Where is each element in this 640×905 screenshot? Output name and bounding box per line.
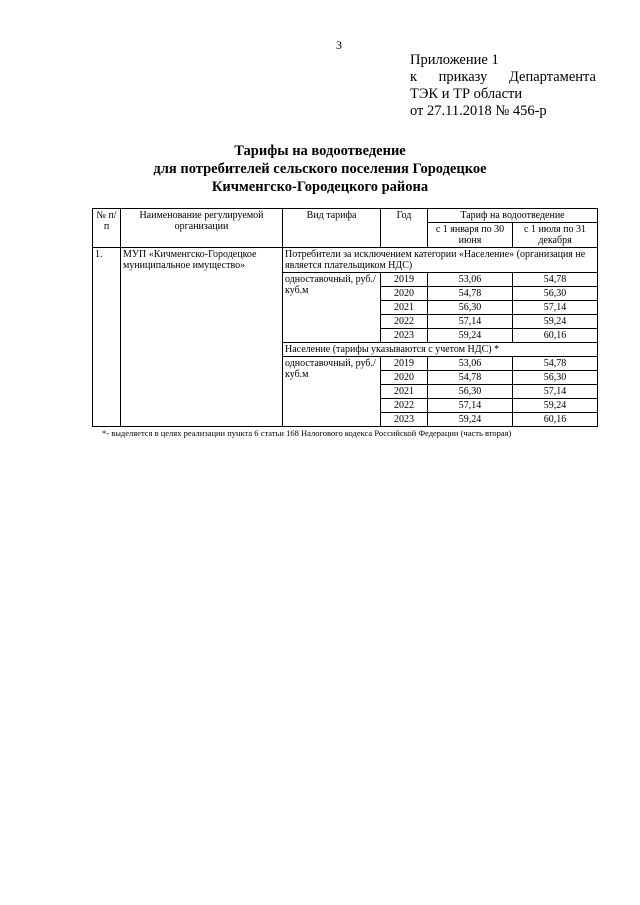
tariff-type: одноставочный, руб./куб.м: [283, 357, 381, 427]
tariff-h2-cell: 54,78: [513, 273, 598, 287]
year-cell: 2019: [381, 273, 428, 287]
tariff-h1-cell: 53,06: [428, 357, 513, 371]
header-year: Год: [381, 209, 428, 248]
tariff-h2-cell: 56,30: [513, 371, 598, 385]
tariff-h1-cell: 54,78: [428, 287, 513, 301]
appendix-word: к: [410, 69, 418, 85]
tariff-type: одноставочный, руб./куб.м: [283, 273, 381, 343]
tariff-h1-cell: 59,24: [428, 413, 513, 427]
tariff-h2-cell: 54,78: [513, 357, 598, 371]
tariff-h2-cell: 57,14: [513, 385, 598, 399]
tariff-h2-cell: 59,24: [513, 315, 598, 329]
year-cell: 2023: [381, 413, 428, 427]
appendix-word: Департамента: [508, 69, 596, 85]
tariff-h1-cell: 53,06: [428, 273, 513, 287]
page-number: 3: [336, 38, 342, 52]
appendix-block: [410, 52, 596, 120]
title-line-1: Тарифы на водоотведение: [234, 143, 406, 159]
tariff-h2-cell: 60,16: [513, 413, 598, 427]
footnote: *- выделяется в целях реализации пункта 6 статьи 168 Налогового кодекса Российской Федерации (часть вторая): [102, 428, 512, 438]
header-type: Вид тарифа: [283, 209, 381, 248]
tariff-h1-cell: 59,24: [428, 329, 513, 343]
year-cell: 2021: [381, 385, 428, 399]
title-line-2: для потребителей сельского поселения Городецкое: [153, 161, 487, 177]
tariff-table: [92, 208, 598, 427]
title-line-3: Кичменгско-Городецкого района: [211, 179, 429, 195]
appendix-line-3: ТЭК и ТР области: [410, 86, 523, 102]
year-cell: 2020: [381, 371, 428, 385]
org-name: МУП «Кичменгско-Городецкое муниципальное имущество»: [121, 248, 283, 427]
group-label: Потребители за исключением категории «Население» (организация не является плательщиком НДС): [283, 248, 598, 273]
row-number: 1.: [93, 248, 121, 427]
table-header-row: [93, 209, 598, 223]
header-period-1: с 1 января по 30 июня: [428, 223, 513, 248]
header-period-2: с 1 июля по 31 декабря: [513, 223, 598, 248]
header-tariff: Тариф на водоотведение: [428, 209, 598, 223]
year-cell: 2020: [381, 287, 428, 301]
tariff-h1-cell: 56,30: [428, 385, 513, 399]
tariff-h2-cell: 57,14: [513, 301, 598, 315]
year-cell: 2022: [381, 399, 428, 413]
header-org: Наименование регулируемой организации: [121, 209, 283, 248]
appendix-word: приказу: [438, 69, 488, 85]
tariff-h1-cell: 57,14: [428, 399, 513, 413]
year-cell: 2019: [381, 357, 428, 371]
year-cell: 2023: [381, 329, 428, 343]
year-cell: 2021: [381, 301, 428, 315]
group-label-row: [93, 248, 598, 273]
tariff-h2-cell: 59,24: [513, 399, 598, 413]
header-num: № п/п: [93, 209, 121, 248]
tariff-h1-cell: 57,14: [428, 315, 513, 329]
appendix-line-2: [410, 69, 596, 86]
document-title: [0, 142, 640, 196]
tariff-h1-cell: 56,30: [428, 301, 513, 315]
appendix-line-4: от 27.11.2018 № 456-р: [410, 103, 547, 119]
appendix-line-1: Приложение 1: [410, 52, 499, 68]
tariff-h2-cell: 56,30: [513, 287, 598, 301]
tariff-h2-cell: 60,16: [513, 329, 598, 343]
year-cell: 2022: [381, 315, 428, 329]
group-label: Население (тарифы указываются с учетом НДС) *: [283, 343, 598, 357]
tariff-h1-cell: 54,78: [428, 371, 513, 385]
